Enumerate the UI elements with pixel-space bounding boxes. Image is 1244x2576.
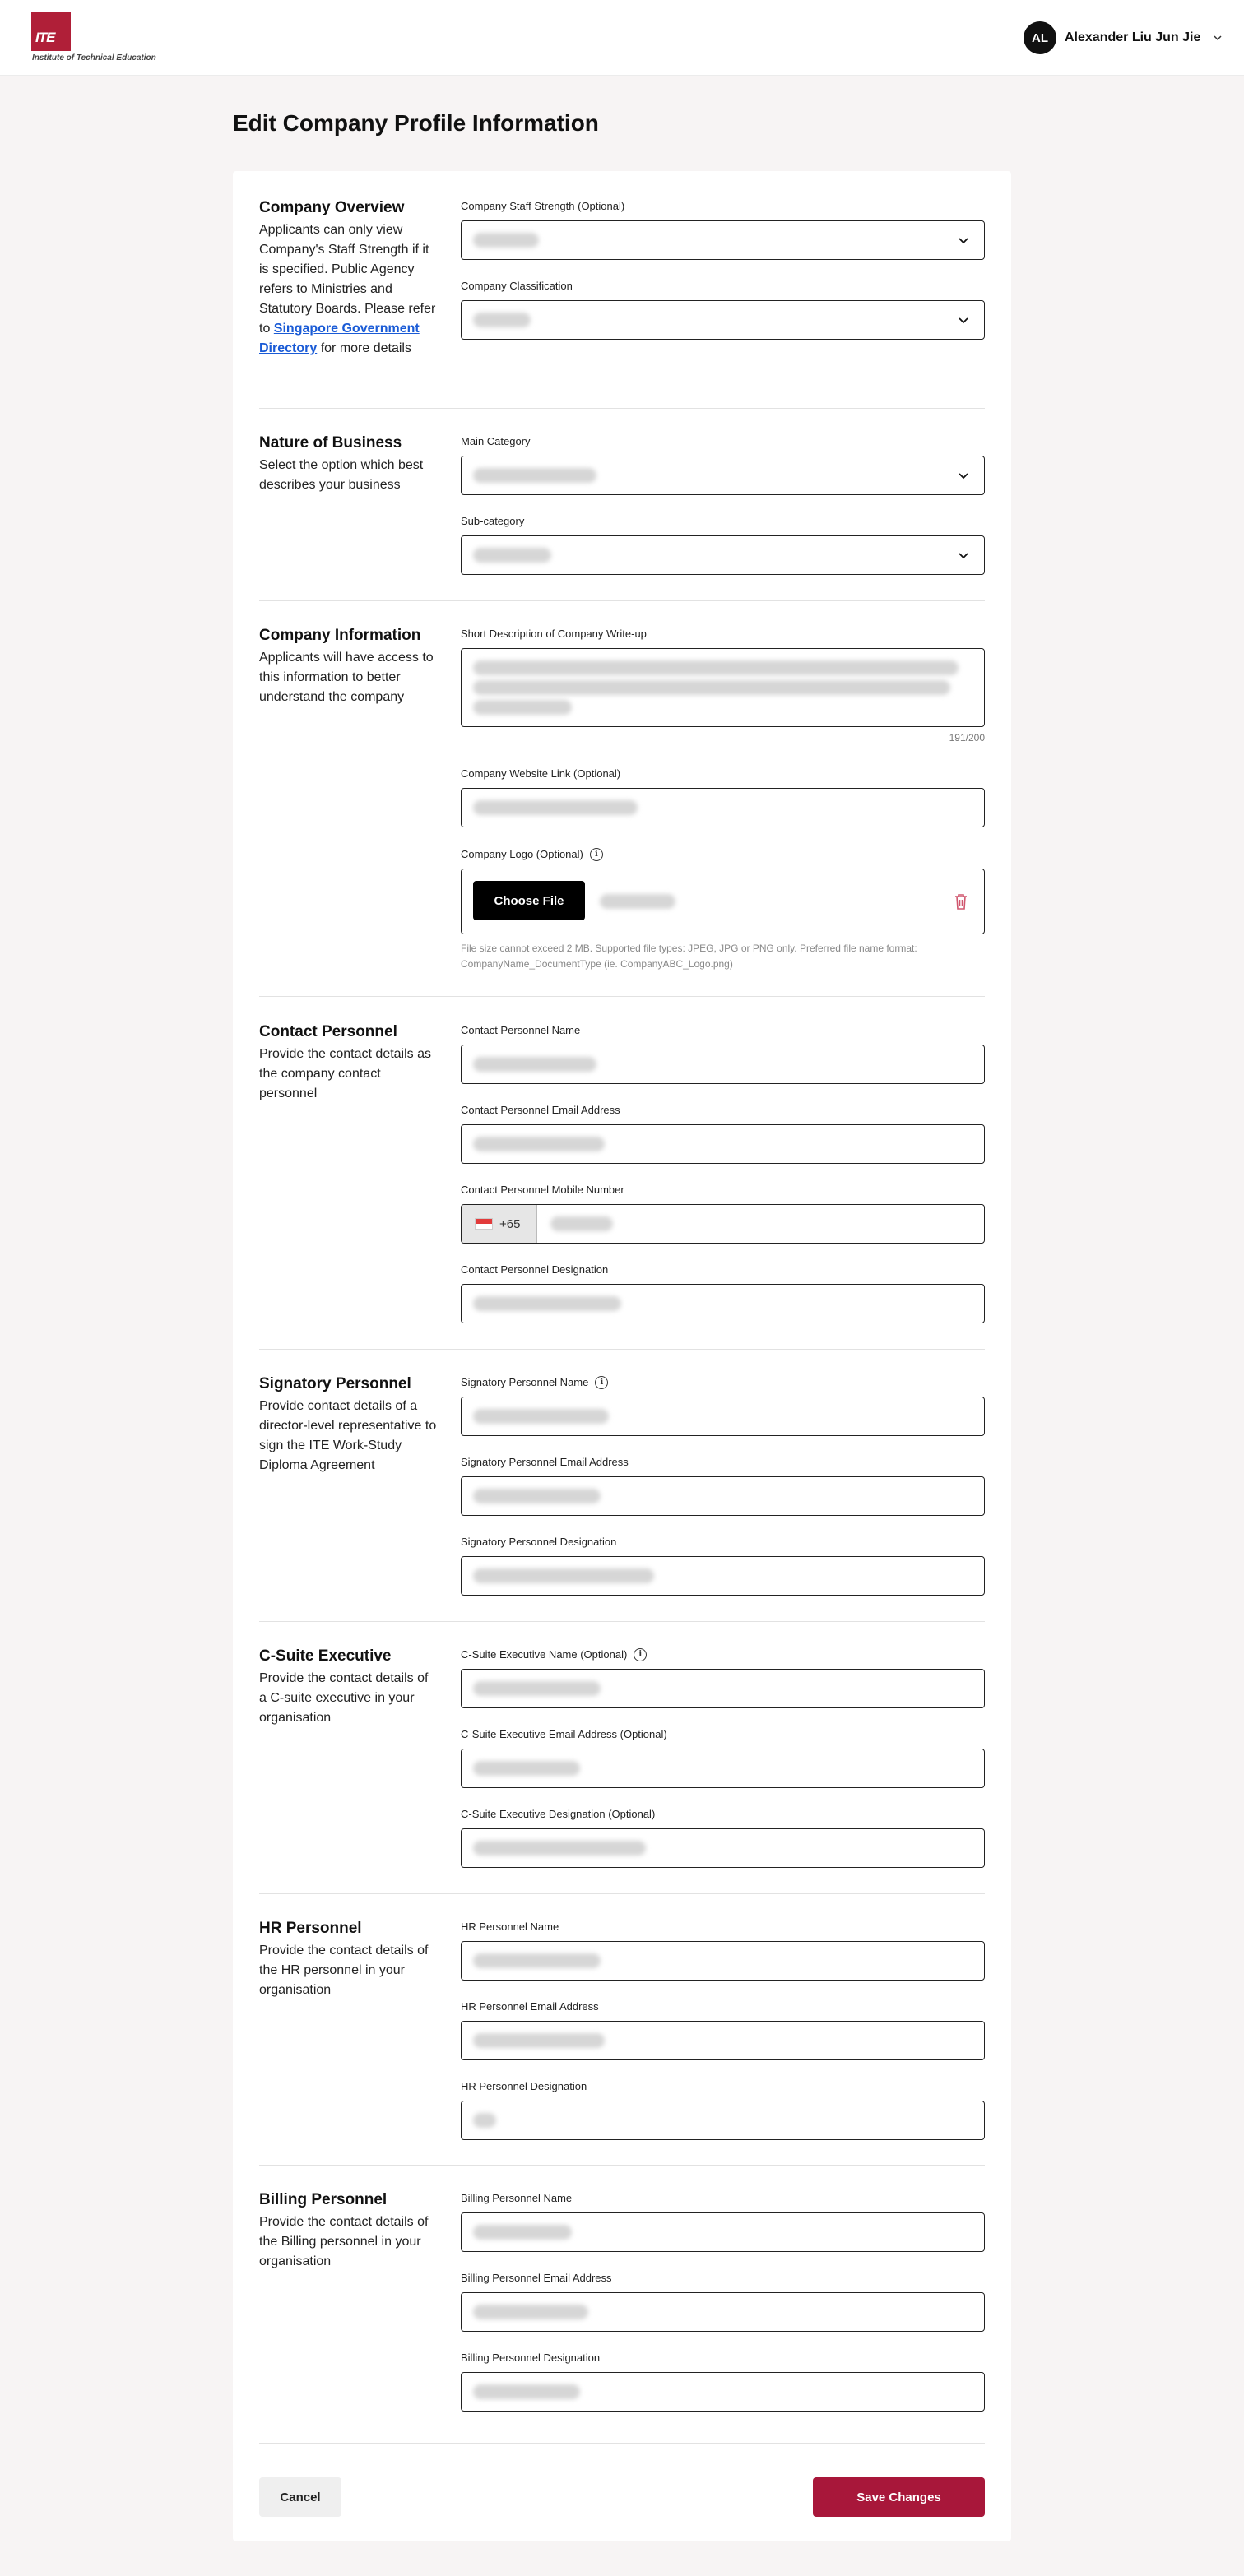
blurred-value — [473, 1568, 654, 1583]
blurred-value — [473, 2225, 572, 2240]
description-text: for more details — [317, 341, 411, 355]
info-icon[interactable]: i — [595, 1376, 608, 1389]
csuite-email-field — [461, 1727, 985, 1790]
top-navigation-bar — [0, 0, 1244, 76]
section-signatory-personnel — [259, 1375, 985, 1605]
section-contact-personnel — [259, 1023, 985, 1336]
blurred-value — [473, 1841, 646, 1856]
chevron-down-icon — [958, 470, 969, 482]
field-label: HR Personnel Name — [461, 1920, 559, 1933]
user-menu[interactable] — [1024, 21, 1222, 55]
csuite-name-field — [461, 1647, 985, 1710]
blurred-value — [550, 1216, 613, 1231]
field-label: Short Description of Company Write-up — [461, 628, 647, 640]
divider — [259, 1893, 985, 1894]
section-description: Provide the contact details of the Billing personnel in your organisation — [259, 2215, 429, 2268]
billing-name-field — [461, 2191, 985, 2254]
blurred-value — [473, 1681, 601, 1696]
section-title: Company Overview — [259, 199, 405, 216]
blurred-value — [473, 1489, 601, 1503]
field-label: Billing Personnel Email Address — [461, 2272, 612, 2284]
signatory-email-field — [461, 1455, 985, 1517]
section-description: Provide contact details of a director-level representative to sign the ITE Work-Study Diploma Agreement — [259, 1399, 437, 1472]
blurred-value — [473, 1953, 601, 1968]
blurred-value — [473, 468, 596, 483]
section-description: Provide the contact details as the company contact personnel — [259, 1047, 432, 1100]
divider — [259, 2443, 985, 2444]
user-name: Alexander Liu Jun Jie — [1065, 30, 1201, 44]
field-label: Signatory Personnel Designation — [461, 1536, 617, 1548]
contact-name-field — [461, 1023, 985, 1086]
description-text: Applicants can only view Company's Staff Strength if it is specified. Public Agency refers to Ministries and Statutory Boards. Please refer to — [259, 223, 436, 336]
field-label — [461, 847, 985, 862]
blurred-value — [473, 1137, 605, 1151]
field-label — [461, 1647, 985, 1662]
csuite-name-input[interactable] — [461, 1669, 985, 1708]
blurred-value — [473, 1057, 596, 1072]
contact-mobile-input[interactable] — [461, 1204, 985, 1244]
website-link-field — [461, 767, 985, 829]
section-description: Provide the contact details of a C-suite executive in your organisation — [259, 1671, 429, 1725]
label-text: Signatory Personnel Name — [461, 1376, 589, 1388]
staff-strength-select[interactable] — [461, 220, 985, 260]
divider — [259, 996, 985, 997]
chevron-down-icon — [958, 235, 969, 247]
short-description-textarea[interactable] — [461, 648, 985, 727]
section-c-suite-executive — [259, 1647, 985, 1878]
singapore-government-directory-link[interactable]: Singapore Government Directory — [259, 322, 420, 355]
section-company-overview — [259, 199, 985, 405]
field-label: Main Category — [461, 435, 531, 447]
divider — [259, 1349, 985, 1350]
field-label: Sub-category — [461, 515, 525, 527]
company-classification-field — [461, 279, 985, 341]
country-code-selector[interactable] — [462, 1205, 537, 1243]
section-hr-personnel — [259, 1920, 985, 2150]
chevron-down-icon — [958, 550, 969, 562]
sub-category-field — [461, 514, 985, 577]
section-title: Company Information — [259, 627, 421, 644]
section-title: Billing Personnel — [259, 2191, 388, 2208]
blurred-value — [473, 2305, 588, 2319]
page-title: Edit Company Profile Information — [233, 110, 599, 136]
hr-designation-input[interactable] — [461, 2101, 985, 2140]
section-title: Signatory Personnel — [259, 1375, 411, 1392]
field-label: C-Suite Executive Designation (Optional) — [461, 1808, 656, 1820]
contact-mobile-field — [461, 1183, 985, 1245]
hr-name-field — [461, 1920, 985, 1982]
blurred-value — [473, 1761, 580, 1776]
cancel-button[interactable]: Cancel — [259, 2477, 341, 2517]
blurred-value — [473, 233, 539, 248]
blurred-value — [473, 1409, 609, 1424]
contact-name-input[interactable] — [461, 1045, 985, 1084]
blurred-value — [473, 660, 959, 675]
csuite-email-input[interactable] — [461, 1749, 985, 1788]
contact-email-field — [461, 1103, 985, 1165]
blurred-filename — [600, 894, 675, 909]
field-label: Company Staff Strength (Optional) — [461, 200, 625, 212]
csuite-designation-field — [461, 1807, 985, 1869]
section-description — [259, 220, 437, 359]
field-label: Contact Personnel Email Address — [461, 1104, 620, 1116]
section-title: Nature of Business — [259, 434, 402, 452]
ite-logo[interactable] — [31, 12, 188, 66]
field-label: HR Personnel Email Address — [461, 2000, 599, 2013]
save-changes-button[interactable]: Save Changes — [813, 2477, 985, 2517]
field-label: Signatory Personnel Email Address — [461, 1456, 629, 1468]
section-description: Provide the contact details of the HR personnel in your organisation — [259, 1944, 429, 1997]
section-company-information — [259, 627, 985, 972]
chevron-down-icon — [958, 315, 969, 327]
file-upload-box — [461, 869, 985, 934]
divider — [259, 1621, 985, 1622]
blurred-value — [473, 2033, 605, 2048]
signatory-email-input[interactable] — [461, 1476, 985, 1516]
ite-logo-mark — [31, 12, 71, 51]
blurred-value — [473, 680, 950, 695]
character-counter: 191/200 — [949, 732, 985, 744]
blurred-value — [473, 313, 531, 327]
chevron-down-icon — [1214, 34, 1222, 42]
contact-designation-input[interactable] — [461, 1284, 985, 1323]
billing-email-input[interactable] — [461, 2292, 985, 2332]
main-category-select[interactable] — [461, 456, 985, 495]
hr-email-field — [461, 1999, 985, 2062]
csuite-designation-input[interactable] — [461, 1828, 985, 1868]
blurred-value — [473, 548, 551, 563]
label-text: C-Suite Executive Name (Optional) — [461, 1648, 628, 1661]
blurred-value — [473, 800, 638, 815]
logo-text: ITE — [35, 30, 55, 45]
field-label: Company Website Link (Optional) — [461, 767, 621, 780]
profile-form-card — [233, 171, 1011, 2541]
field-label: Billing Personnel Name — [461, 2192, 573, 2204]
section-nature-of-business — [259, 434, 985, 574]
section-title: HR Personnel — [259, 1920, 362, 1937]
sub-category-select[interactable] — [461, 535, 985, 575]
country-code: +65 — [499, 1216, 521, 1231]
choose-file-button[interactable]: Choose File — [473, 881, 585, 920]
trash-icon[interactable] — [953, 892, 969, 910]
blurred-value — [473, 2113, 496, 2128]
hr-designation-field — [461, 2079, 985, 2142]
billing-email-field — [461, 2271, 985, 2333]
info-icon[interactable]: i — [590, 848, 603, 861]
section-description: Applicants will have access to this information to better understand the company — [259, 651, 434, 704]
singapore-flag-icon — [475, 1218, 493, 1230]
signatory-name-field — [461, 1375, 985, 1438]
section-billing-personnel — [259, 2191, 985, 2421]
blurred-value — [473, 700, 572, 715]
main-category-field — [461, 434, 985, 497]
avatar: AL — [1024, 21, 1056, 54]
field-label: Company Classification — [461, 280, 573, 292]
divider — [259, 2165, 985, 2166]
field-label: Billing Personnel Designation — [461, 2351, 601, 2364]
billing-designation-input[interactable] — [461, 2372, 985, 2412]
signatory-designation-input[interactable] — [461, 1556, 985, 1596]
field-label: HR Personnel Designation — [461, 2080, 587, 2092]
company-logo-field — [461, 847, 985, 979]
field-label: Contact Personnel Name — [461, 1024, 581, 1036]
field-label: Contact Personnel Designation — [461, 1263, 609, 1276]
contact-designation-field — [461, 1263, 985, 1325]
hr-name-input[interactable] — [461, 1941, 985, 1981]
field-label — [461, 1375, 985, 1390]
file-upload-hint: File size cannot exceed 2 MB. Supported file types: JPEG, JPG or PNG only. Preferred file name format: CompanyName_DocumentType (ie. CompanyABC_Logo.png) — [461, 943, 917, 970]
section-title: Contact Personnel — [259, 1023, 397, 1040]
signatory-name-input[interactable] — [461, 1397, 985, 1436]
billing-name-input[interactable] — [461, 2212, 985, 2252]
billing-designation-field — [461, 2351, 985, 2413]
hr-email-input[interactable] — [461, 2021, 985, 2060]
website-link-input[interactable] — [461, 788, 985, 827]
blurred-value — [473, 1296, 621, 1311]
section-title: C-Suite Executive — [259, 1647, 392, 1665]
logo-subtitle: Institute of Technical Education — [32, 53, 156, 63]
short-description-field — [461, 627, 985, 750]
field-label: Contact Personnel Mobile Number — [461, 1184, 624, 1196]
company-classification-select[interactable] — [461, 300, 985, 340]
divider — [259, 408, 985, 409]
label-text: Company Logo (Optional) — [461, 848, 583, 860]
section-description: Select the option which best describes your business — [259, 458, 424, 492]
signatory-designation-field — [461, 1535, 985, 1597]
contact-email-input[interactable] — [461, 1124, 985, 1164]
info-icon[interactable]: i — [634, 1648, 647, 1661]
staff-strength-field — [461, 199, 985, 262]
blurred-value — [473, 2384, 580, 2399]
divider — [259, 600, 985, 601]
field-label: C-Suite Executive Email Address (Optional) — [461, 1728, 667, 1740]
